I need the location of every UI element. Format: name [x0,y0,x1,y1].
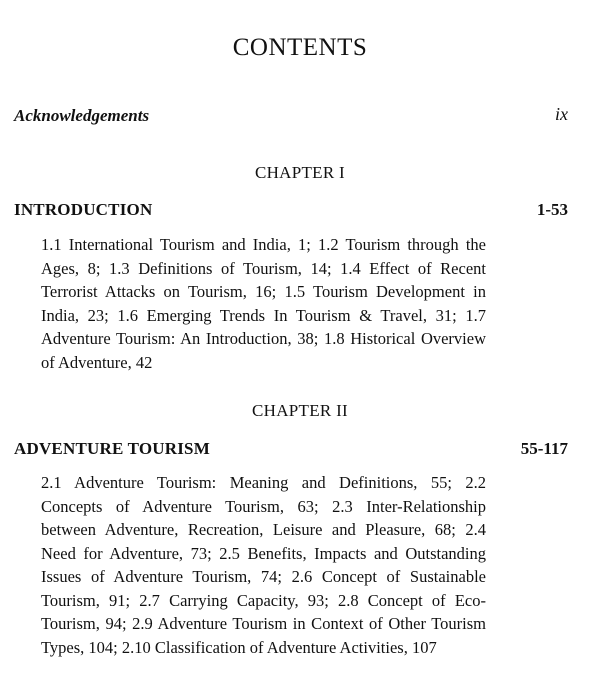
acknowledgements-label: Acknowledgements [14,106,150,125]
chapter-1-page-range: 1-53 [536,200,568,219]
chapter-1-label: CHAPTER I [254,163,346,182]
acknowledgements-page-number: ix [555,104,568,124]
chapter-1-sections: 1.1 International Tourism and India, 1; 1.2 Tourism through the Ages, 8; 1.3 Definitions of Tourism, 14; 1.4 Effect of Recent Terrorist Attacks on Tourism, 16; 1.5 Tourism Development in India, 23; 1.6 Emerging Trends In Tourism & Travel, 31; 1.7 Adventure Tourism: An Introduction, 38; 1.8 Historical Overview of Adventure, 42 [41,235,486,372]
chapter-2-sections: 2.1 Adventure Tourism: Meaning and Definitions, 55; 2.2 Concepts of Adventure Tourism, 63; 2.3 Inter-Relationship between Adventure, Recreation, Leisure and Pleasure, 68; 2.4 Need for Adventure, 73; 2.5 Benefits, Impacts and Outstanding Issues of Adventure Tourism, 74; 2.6 Concept of Sustainable Tourism, 91; 2.7 Carrying Capacity, 93; 2.8 Concept of Eco-Tourism, 94; 2.9 Adventure Tourism in Context of Other Tourism Types, 104; 2.10 Classification of Adventure Activities, 107 [41,473,486,657]
chapter-1-title: INTRODUCTION [14,200,153,219]
chapter-2-page-range: 55-117 [520,439,568,458]
chapter-2-title: ADVENTURE TOURISM [14,439,210,458]
page-title: CONTENTS [232,34,368,61]
chapter-2-label: CHAPTER II [251,401,349,420]
